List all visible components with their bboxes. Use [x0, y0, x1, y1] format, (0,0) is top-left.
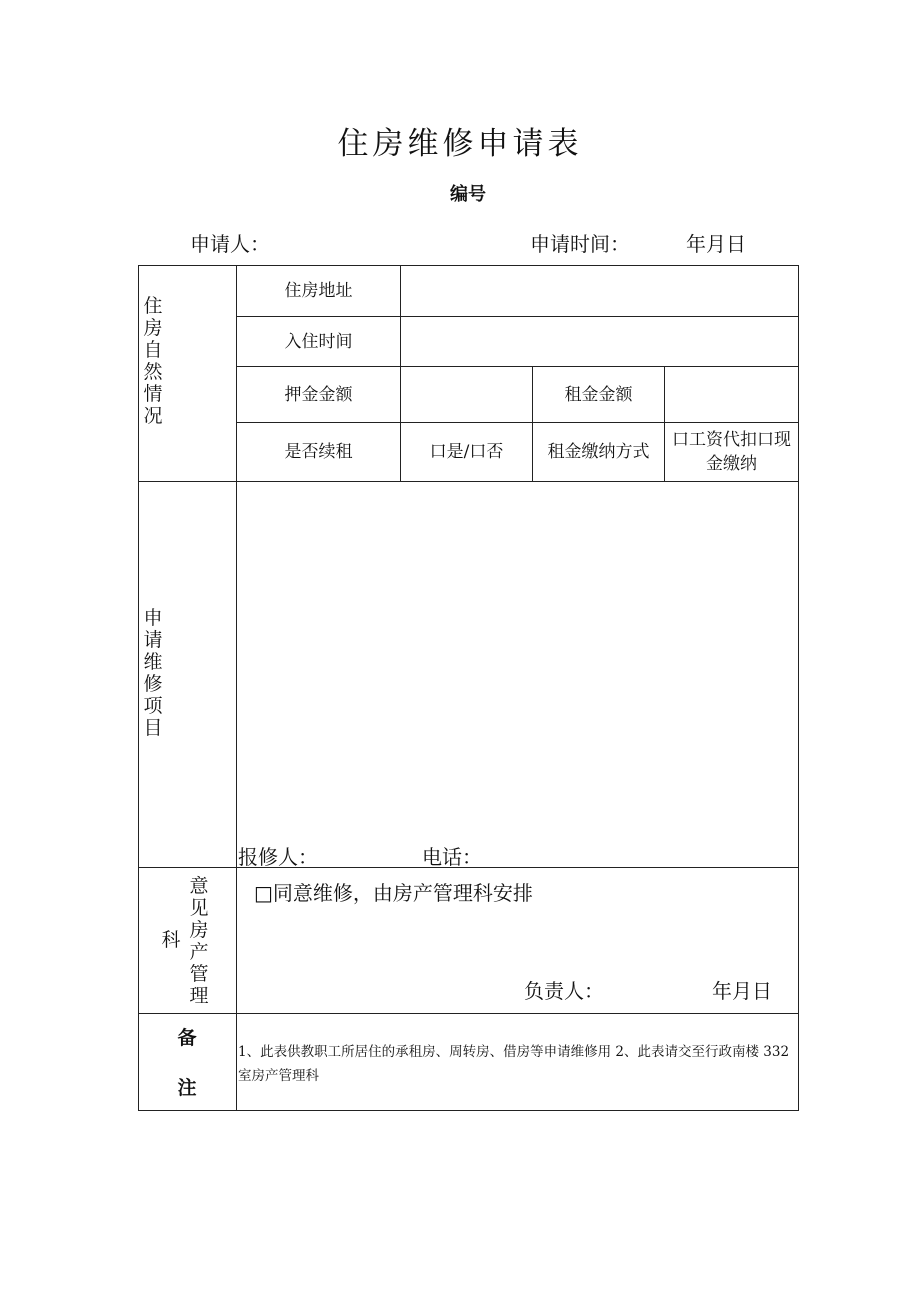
apply-time-label: 申请时间： [530, 232, 630, 256]
renew-options[interactable]: 口是/口否 [429, 442, 504, 462]
movein-time-field[interactable] [401, 317, 798, 366]
renew-label: 是否续租 [284, 442, 353, 462]
deposit-field[interactable] [401, 367, 532, 422]
movein-time-label: 入住时间 [284, 331, 353, 352]
page-title: 住房维修申请表 [337, 126, 583, 162]
repair-items-area[interactable] [237, 482, 798, 832]
rent-label: 租金金额 [564, 384, 633, 405]
remarks-label-1: 备 [177, 1027, 197, 1049]
housing-section-label: 住房自然情况 [143, 295, 163, 427]
apply-date-label: 年月日 [686, 232, 746, 256]
opinion-label-side: 科 [161, 929, 181, 951]
deposit-label: 押金金额 [284, 384, 353, 405]
payment-method-label: 租金缴纳方式 [547, 442, 650, 462]
phone-label: 电话： [422, 845, 482, 869]
opinion-date-label: 年月日 [712, 979, 772, 1003]
payment-method-options[interactable]: 口工资代扣口现金缴纳 [672, 430, 791, 474]
address-label: 住房地址 [284, 281, 353, 301]
reporter-label: 报修人： [238, 845, 318, 869]
agree-repair-checkbox[interactable]: □同意维修，由房产管理科安排 [254, 881, 533, 905]
repair-section-label: 申请维修项目 [143, 607, 163, 739]
remarks-text: 1、此表供教职工所居住的承租房、周转房、借房等申请维修用 2、此表请交至行政南楼 332 室房产管理科 [238, 1044, 790, 1084]
address-field[interactable] [401, 266, 798, 316]
leader-label: 负责人： [524, 979, 604, 1003]
opinion-label-main: 意见房产管理 [189, 875, 209, 1007]
rent-field[interactable] [665, 367, 798, 422]
applicant-label: 申请人： [190, 232, 270, 256]
application-form-table [138, 265, 799, 1111]
serial-number-label: 编号 [450, 184, 486, 205]
remarks-label-2: 注 [177, 1077, 197, 1099]
opinion-section-label [148, 871, 233, 1009]
